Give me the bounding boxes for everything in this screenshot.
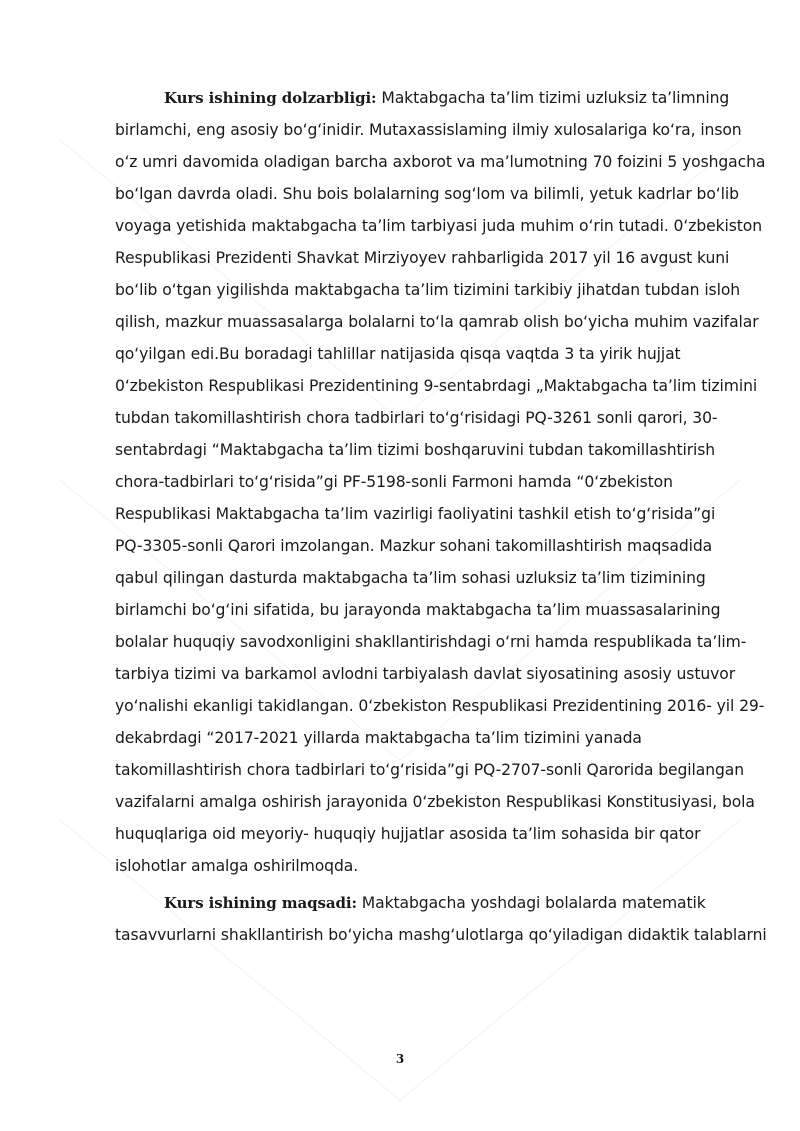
text-line: Maktabgacha yoshdagi bolalarda matematik — [356, 894, 706, 912]
paragraph-line — [164, 82, 745, 114]
text-line: vazifalarni amalga oshirish jarayonida 0‘zbekiston Respublikasi Konstitusiyasi, bola — [115, 793, 755, 811]
text-line: tubdan takomillashtirish chora tadbirlari to‘g‘risidagi PQ-3261 sonli qarori, 30- — [115, 409, 718, 427]
text-line: voyaga yetishida maktabgacha ta’lim tarbiyasi juda muhim o‘rin tutadi. 0‘zbekiston — [115, 217, 763, 235]
relevance-heading: Kurs ishining dolzarbligi: — [164, 89, 377, 107]
purpose-heading: Kurs ishining maqsadi: — [164, 894, 357, 912]
text-line: birlamchi, eng asosiy bo‘g‘inidir. Mutaxassislaming ilmiy xulosalariga ko‘ra, inson — [115, 121, 742, 139]
text-line: takomillashtirish chora tadbirlari to‘g‘risida”gi PQ-2707-sonli Qarorida begilangan — [115, 761, 745, 779]
page-number: 3 — [395, 1052, 405, 1066]
text-line: bolalar huquqiy savodxonligini shakllantirishdagi o‘rni hamda respublikada ta’lim- — [115, 633, 747, 651]
text-line: tarbiya tizimi va barkamol avlodni tarbiyalash davlat siyosatining asosiy ustuvor — [115, 665, 736, 683]
text-line: birlamchi bo‘g‘ini sifatida, bu jarayonda maktabgacha ta’lim muassasalarining — [115, 601, 721, 619]
paragraph-line — [164, 887, 745, 919]
text-line: islohotlar amalga oshirilmoqda. — [115, 857, 359, 875]
text-line: Respublikasi Prezidenti Shavkat Mirziyoyev rahbarligida 2017 yil 16 avgust kuni — [115, 249, 730, 267]
text-line: bo‘lgan davrda oladi. Shu bois bolalarning sog‘lom va bilimli, yetuk kadrlar bo‘lib — [115, 185, 739, 203]
text-line: PQ-3305-sonli Qarori imzolangan. Mazkur sohani takomillashtirish maqsadida — [115, 537, 713, 555]
text-line: 0‘zbekiston Respublikasi Prezidentining 9-sentabrdagi „Maktabgacha ta’lim tizimini — [115, 377, 758, 395]
text-line: o‘z umri davomida oladigan barcha axborot va ma’lumotning 70 foizini 5 yoshgacha — [115, 153, 766, 171]
text-line: Respublikasi Maktabgacha ta’lim vazirligi faoliyatini tashkil etish to‘g‘risida”gi — [115, 505, 716, 523]
text-line: qabul qilingan dasturda maktabgacha ta’lim sohasi uzluksiz ta’lim tizimining — [115, 569, 706, 587]
text-line: qilish, mazkur muassasalarga bolalarni to‘la qamrab olish bo‘yicha muhim vazifalar — [115, 313, 759, 331]
text-line: huquqlariga oid meyoriy- huquqiy hujjatlar asosida ta’lim sohasida bir qator — [115, 825, 701, 843]
text-line: tasavvurlarni shakllantirish bo‘yicha mashg‘ulotlarga qo‘yiladigan didaktik talablarni — [115, 926, 767, 944]
text-line: dekabrdagi “2017-2021 yillarda maktabgacha ta’lim tizimini yanada — [115, 729, 642, 747]
text-line: qo‘yilgan edi.Bu boradagi tahlillar natijasida qisqa vaqtda 3 ta yirik hujjat — [115, 345, 681, 363]
text-line: Maktabgacha ta’lim tizimi uzluksiz ta’limning — [376, 89, 730, 107]
text-line: bo‘lib o‘tgan yigilishda maktabgacha ta’lim tizimini tarkibiy jihatdan tubdan isloh — [115, 281, 741, 299]
text-line: sentabrdagi “Maktabgacha ta’lim tizimi boshqaruvini tubdan takomillashtirish — [115, 441, 716, 459]
text-line: yo‘nalishi ekanligi takidlangan. 0‘zbekiston Respublikasi Prezidentining 2016- yil 29- — [115, 697, 765, 715]
text-line: chora-tadbirlari to‘g‘risida”gi PF-5198-sonli Farmoni hamda “0‘zbekiston — [115, 473, 673, 491]
